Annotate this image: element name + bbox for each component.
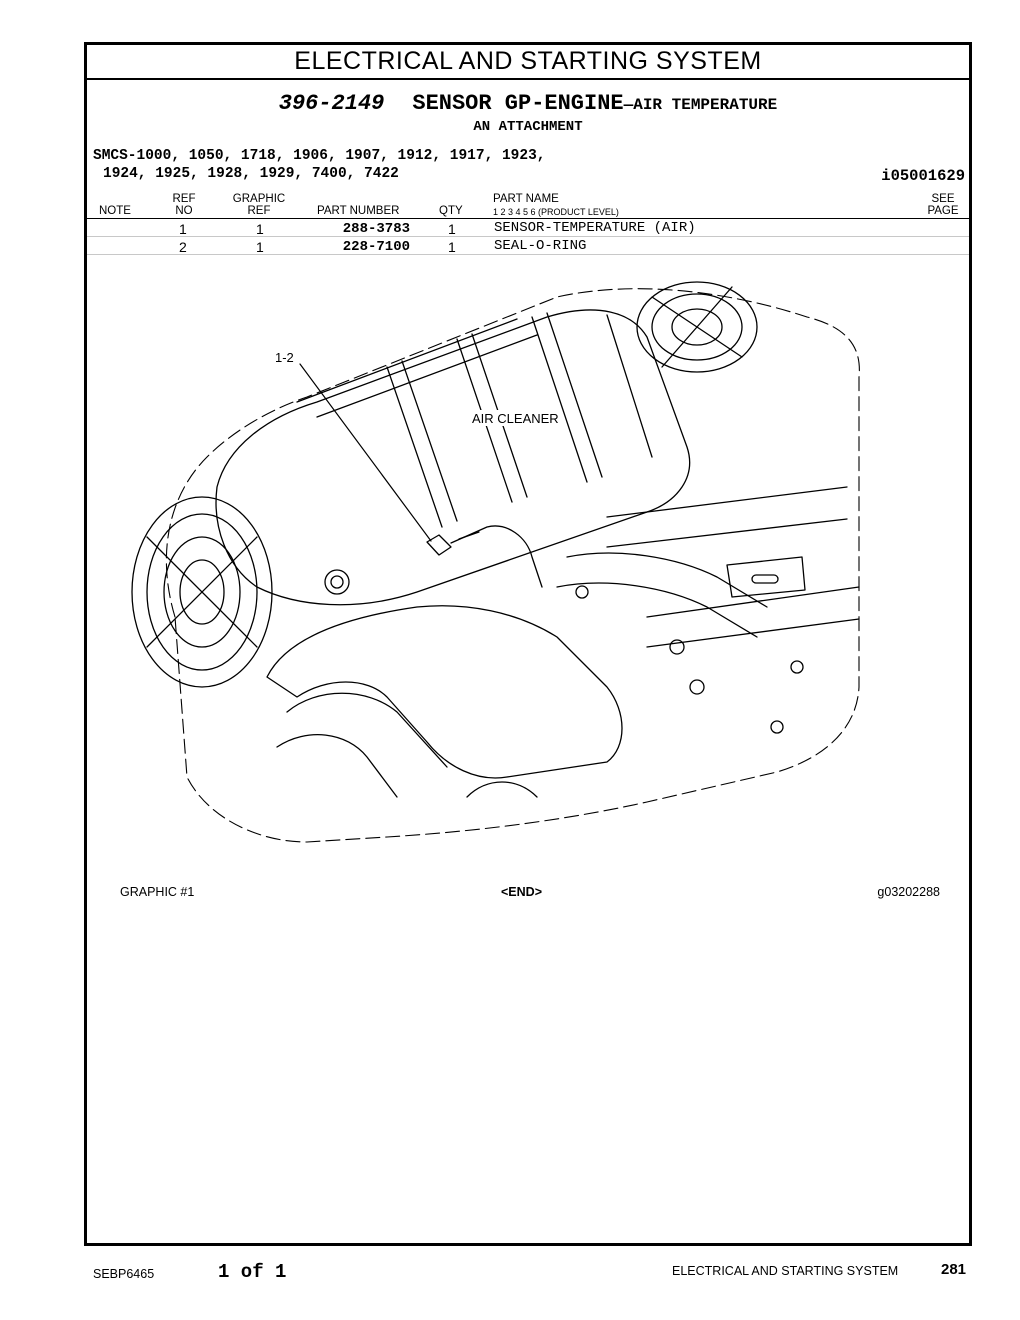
graphic-number: GRAPHIC #1 [120,885,195,899]
document-ident: i05001629 [881,167,965,185]
col-graphic-ref: GRAPHIC REF [232,193,286,217]
page-number: 281 [941,1261,967,1278]
footer-section: ELECTRICAL AND STARTING SYSTEM [672,1264,899,1278]
smcs-codes [93,147,693,183]
col-note: NOTE [99,205,131,217]
page-frame [84,42,972,1246]
air-cleaner-label: AIR CLEANER [472,411,559,426]
table-header-rule [87,218,969,219]
row-part-name: SEAL-O-RING [494,238,587,254]
row-part-number: 228-7100 [342,239,410,255]
engine-illustration [87,257,969,877]
callout-label: 1-2 [275,350,294,365]
col-ref-no: REF NO [172,193,196,217]
page-of: 1 of 1 [218,1261,287,1283]
end-marker: <END> [501,885,542,899]
row-part-name: SENSOR-TEMPERATURE (AIR) [494,220,696,236]
col-part-number: PART NUMBER [317,205,400,217]
row-graphic-ref: 1 [256,221,264,237]
smcs-line-1: SMCS-1000, 1050, 1718, 1906, 1907, 1912, 1917, 1923, [93,148,546,164]
row-graphic-ref: 1 [256,239,264,255]
group-title [87,91,969,116]
row-divider [87,236,969,237]
group-name-suffix: —AIR TEMPERATURE [623,96,778,114]
col-qty: QTY [439,205,463,217]
group-subtitle: AN ATTACHMENT [473,119,583,135]
col-part-name: PART NAME 1 2 3 4 5 6 (PRODUCT LEVEL) [493,193,619,217]
group-number: 396-2149 [278,91,385,116]
row-qty: 1 [448,239,456,255]
row-ref-no: 2 [179,239,187,255]
graphic-id: g03202288 [877,885,940,899]
group-name: SENSOR GP-ENGINE [412,91,624,116]
section-header: ELECTRICAL AND STARTING SYSTEM [87,45,969,80]
doc-number: SEBP6465 [93,1267,155,1281]
smcs-line-2: 1924, 1925, 1928, 1929, 7400, 7422 [103,166,399,182]
row-qty: 1 [448,221,456,237]
row-divider [87,254,969,255]
row-ref-no: 1 [179,221,187,237]
row-part-number: 288-3783 [342,221,410,237]
col-see-page: SEE PAGE [927,193,959,217]
